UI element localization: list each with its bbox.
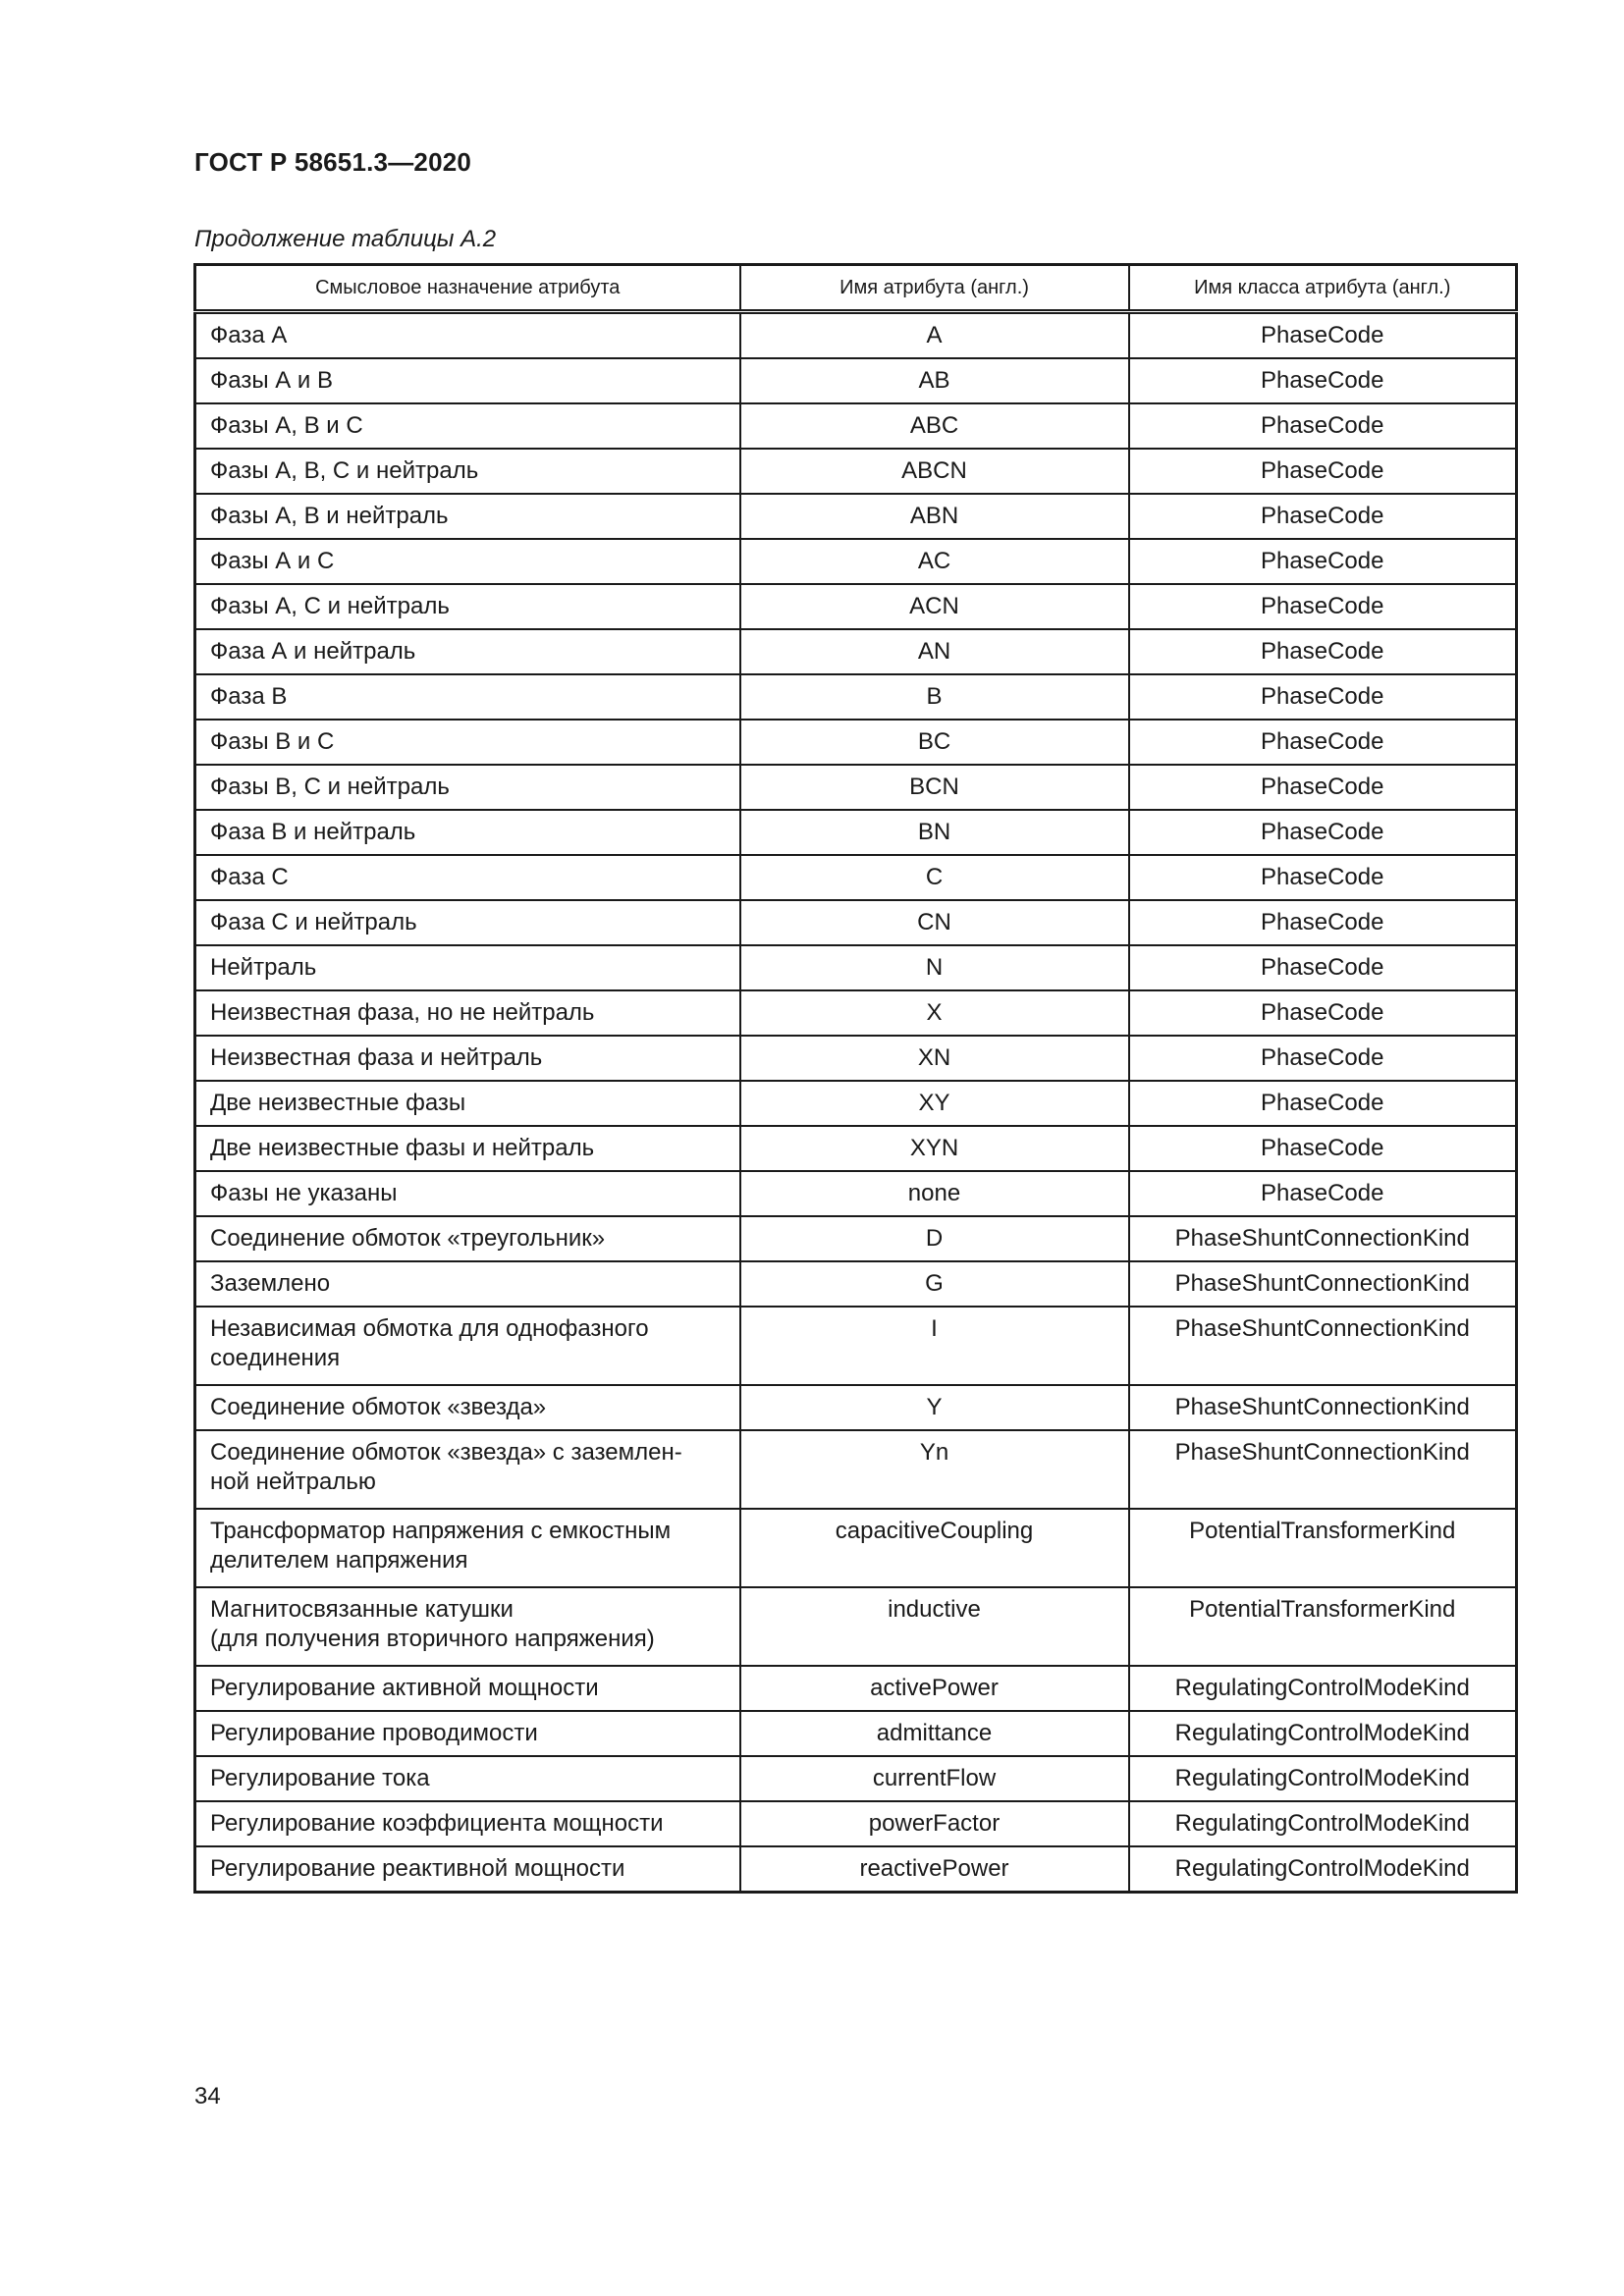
- attribute-class-cell: RegulatingControlModeKind: [1129, 1846, 1517, 1893]
- attribute-class-cell: PhaseCode: [1129, 494, 1517, 539]
- header-attribute-class: Имя класса атрибута (англ.): [1129, 265, 1517, 312]
- attribute-class-cell: PhaseCode: [1129, 1081, 1517, 1126]
- attribute-meaning-cell: Фаза В: [195, 674, 740, 720]
- table-row: [195, 1711, 1517, 1756]
- attribute-class-cell: PhaseShuntConnectionKind: [1129, 1307, 1517, 1385]
- attribute-name-cell: AN: [740, 629, 1129, 674]
- attribute-name-cell: B: [740, 674, 1129, 720]
- table-row: [195, 990, 1517, 1036]
- table-row: [195, 1587, 1517, 1666]
- table-header: [195, 265, 1517, 312]
- table-row: [195, 1430, 1517, 1509]
- attribute-name-cell: BC: [740, 720, 1129, 765]
- header-attribute-meaning: Смысловое назначение атрибута: [195, 265, 740, 312]
- table-row: [195, 765, 1517, 810]
- attribute-name-cell: activePower: [740, 1666, 1129, 1711]
- attribute-name-cell: AC: [740, 539, 1129, 584]
- attribute-meaning-cell: Фазы А, В и С: [195, 403, 740, 449]
- attribute-class-cell: PhaseShuntConnectionKind: [1129, 1430, 1517, 1509]
- table-row: [195, 1216, 1517, 1261]
- attribute-class-cell: PhaseCode: [1129, 358, 1517, 403]
- attribute-meaning-cell: Регулирование проводимости: [195, 1711, 740, 1756]
- table-caption: Продолжение таблицы А.2: [194, 226, 497, 252]
- attribute-name-cell: I: [740, 1307, 1129, 1385]
- table-row: [195, 810, 1517, 855]
- attribute-name-cell: Yn: [740, 1430, 1129, 1509]
- attribute-name-cell: powerFactor: [740, 1801, 1129, 1846]
- table-row: [195, 720, 1517, 765]
- attribute-class-cell: PhaseCode: [1129, 449, 1517, 494]
- attribute-meaning-cell: Заземлено: [195, 1261, 740, 1307]
- attribute-meaning-cell: Фазы А и В: [195, 358, 740, 403]
- attribute-class-cell: PhaseShuntConnectionKind: [1129, 1216, 1517, 1261]
- attribute-name-cell: BCN: [740, 765, 1129, 810]
- table-row: [195, 1385, 1517, 1430]
- attribute-meaning-cell: Фазы В и С: [195, 720, 740, 765]
- table-row: [195, 312, 1517, 359]
- attribute-name-cell: BN: [740, 810, 1129, 855]
- attribute-meaning-cell: Нейтраль: [195, 945, 740, 990]
- table-row: [195, 539, 1517, 584]
- attribute-class-cell: PhaseCode: [1129, 900, 1517, 945]
- attribute-name-cell: ABN: [740, 494, 1129, 539]
- attribute-class-cell: PhaseCode: [1129, 945, 1517, 990]
- attribute-name-cell: N: [740, 945, 1129, 990]
- attribute-class-cell: PhaseShuntConnectionKind: [1129, 1385, 1517, 1430]
- attribute-class-cell: PhaseCode: [1129, 1126, 1517, 1171]
- table-row: [195, 494, 1517, 539]
- attribute-meaning-cell: Фаза А: [195, 312, 740, 359]
- document-title: ГОСТ Р 58651.3—2020: [194, 147, 472, 177]
- table-header-row: [195, 265, 1517, 312]
- table-row: [195, 1081, 1517, 1126]
- attribute-name-cell: none: [740, 1171, 1129, 1216]
- attribute-name-cell: inductive: [740, 1587, 1129, 1666]
- attribute-class-cell: PhaseShuntConnectionKind: [1129, 1261, 1517, 1307]
- attribute-meaning-cell: Соединение обмоток «звезда»: [195, 1385, 740, 1430]
- attribute-class-cell: PhaseCode: [1129, 765, 1517, 810]
- attribute-name-cell: X: [740, 990, 1129, 1036]
- page-number: 34: [194, 2083, 221, 2109]
- attribute-meaning-cell: Две неизвестные фазы: [195, 1081, 740, 1126]
- attribute-meaning-cell: Неизвестная фаза и нейтраль: [195, 1036, 740, 1081]
- attribute-meaning-cell: Фаза С и нейтраль: [195, 900, 740, 945]
- table-row: [195, 1126, 1517, 1171]
- attribute-table: [193, 263, 1518, 1894]
- attribute-meaning-cell: Соединение обмоток «треугольник»: [195, 1216, 740, 1261]
- attribute-meaning-cell: Две неизвестные фазы и нейтраль: [195, 1126, 740, 1171]
- attribute-class-cell: RegulatingControlModeKind: [1129, 1801, 1517, 1846]
- attribute-meaning-cell: Фазы А, С и нейтраль: [195, 584, 740, 629]
- attribute-name-cell: capacitiveCoupling: [740, 1509, 1129, 1587]
- attribute-meaning-cell: Фазы В, С и нейтраль: [195, 765, 740, 810]
- attribute-meaning-cell: Неизвестная фаза, но не нейтраль: [195, 990, 740, 1036]
- attribute-name-cell: C: [740, 855, 1129, 900]
- attribute-class-cell: PhaseCode: [1129, 810, 1517, 855]
- attribute-meaning-cell: Соединение обмоток «звезда» с заземлен- ной нейтралью: [195, 1430, 740, 1509]
- attribute-class-cell: PotentialTransformerKind: [1129, 1509, 1517, 1587]
- attribute-name-cell: G: [740, 1261, 1129, 1307]
- table-row: [195, 358, 1517, 403]
- attribute-class-cell: PhaseCode: [1129, 674, 1517, 720]
- attribute-meaning-cell: Регулирование тока: [195, 1756, 740, 1801]
- attribute-name-cell: XYN: [740, 1126, 1129, 1171]
- attribute-name-cell: ABC: [740, 403, 1129, 449]
- header-attribute-name: Имя атрибута (англ.): [740, 265, 1129, 312]
- table-row: [195, 674, 1517, 720]
- attribute-class-cell: PotentialTransformerKind: [1129, 1587, 1517, 1666]
- attribute-name-cell: reactivePower: [740, 1846, 1129, 1893]
- attribute-meaning-cell: Фаза С: [195, 855, 740, 900]
- attribute-meaning-cell: Регулирование реактивной мощности: [195, 1846, 740, 1893]
- attribute-meaning-cell: Трансформатор напряжения с емкостным делителем напряжения: [195, 1509, 740, 1587]
- table-row: [195, 1756, 1517, 1801]
- table-row: [195, 584, 1517, 629]
- attribute-name-cell: ABCN: [740, 449, 1129, 494]
- attribute-meaning-cell: Регулирование активной мощности: [195, 1666, 740, 1711]
- attribute-class-cell: PhaseCode: [1129, 1036, 1517, 1081]
- table-row: [195, 1171, 1517, 1216]
- attribute-name-cell: AB: [740, 358, 1129, 403]
- attribute-name-cell: CN: [740, 900, 1129, 945]
- table-row: [195, 855, 1517, 900]
- attribute-name-cell: XN: [740, 1036, 1129, 1081]
- attribute-meaning-cell: Независимая обмотка для однофазного соединения: [195, 1307, 740, 1385]
- attribute-name-cell: admittance: [740, 1711, 1129, 1756]
- attribute-class-cell: PhaseCode: [1129, 539, 1517, 584]
- table-row: [195, 1801, 1517, 1846]
- attribute-class-cell: RegulatingControlModeKind: [1129, 1756, 1517, 1801]
- attribute-class-cell: PhaseCode: [1129, 312, 1517, 359]
- table-body: [195, 312, 1517, 1893]
- table-row: [195, 900, 1517, 945]
- table-row: [195, 449, 1517, 494]
- attribute-meaning-cell: Фазы А и С: [195, 539, 740, 584]
- attribute-class-cell: PhaseCode: [1129, 1171, 1517, 1216]
- attribute-name-cell: A: [740, 312, 1129, 359]
- attribute-meaning-cell: Фазы не указаны: [195, 1171, 740, 1216]
- attribute-meaning-cell: Фазы А, В и нейтраль: [195, 494, 740, 539]
- attribute-meaning-cell: Фаза В и нейтраль: [195, 810, 740, 855]
- table-row: [195, 945, 1517, 990]
- table-row: [195, 1509, 1517, 1587]
- table-row: [195, 403, 1517, 449]
- attribute-name-cell: ACN: [740, 584, 1129, 629]
- table-row: [195, 1307, 1517, 1385]
- attribute-meaning-cell: Магнитосвязанные катушки (для получения вторичного напряжения): [195, 1587, 740, 1666]
- table-row: [195, 1846, 1517, 1893]
- table-row: [195, 1666, 1517, 1711]
- attribute-name-cell: currentFlow: [740, 1756, 1129, 1801]
- table-row: [195, 1261, 1517, 1307]
- attribute-class-cell: PhaseCode: [1129, 584, 1517, 629]
- attribute-name-cell: Y: [740, 1385, 1129, 1430]
- attribute-class-cell: PhaseCode: [1129, 855, 1517, 900]
- table-row: [195, 1036, 1517, 1081]
- attribute-class-cell: PhaseCode: [1129, 990, 1517, 1036]
- attribute-meaning-cell: Фазы А, В, С и нейтраль: [195, 449, 740, 494]
- attribute-class-cell: PhaseCode: [1129, 629, 1517, 674]
- attribute-meaning-cell: Регулирование коэффициента мощности: [195, 1801, 740, 1846]
- table-row: [195, 629, 1517, 674]
- attribute-class-cell: RegulatingControlModeKind: [1129, 1711, 1517, 1756]
- attribute-class-cell: PhaseCode: [1129, 403, 1517, 449]
- attribute-class-cell: RegulatingControlModeKind: [1129, 1666, 1517, 1711]
- attribute-class-cell: PhaseCode: [1129, 720, 1517, 765]
- attribute-name-cell: XY: [740, 1081, 1129, 1126]
- attribute-name-cell: D: [740, 1216, 1129, 1261]
- attribute-meaning-cell: Фаза А и нейтраль: [195, 629, 740, 674]
